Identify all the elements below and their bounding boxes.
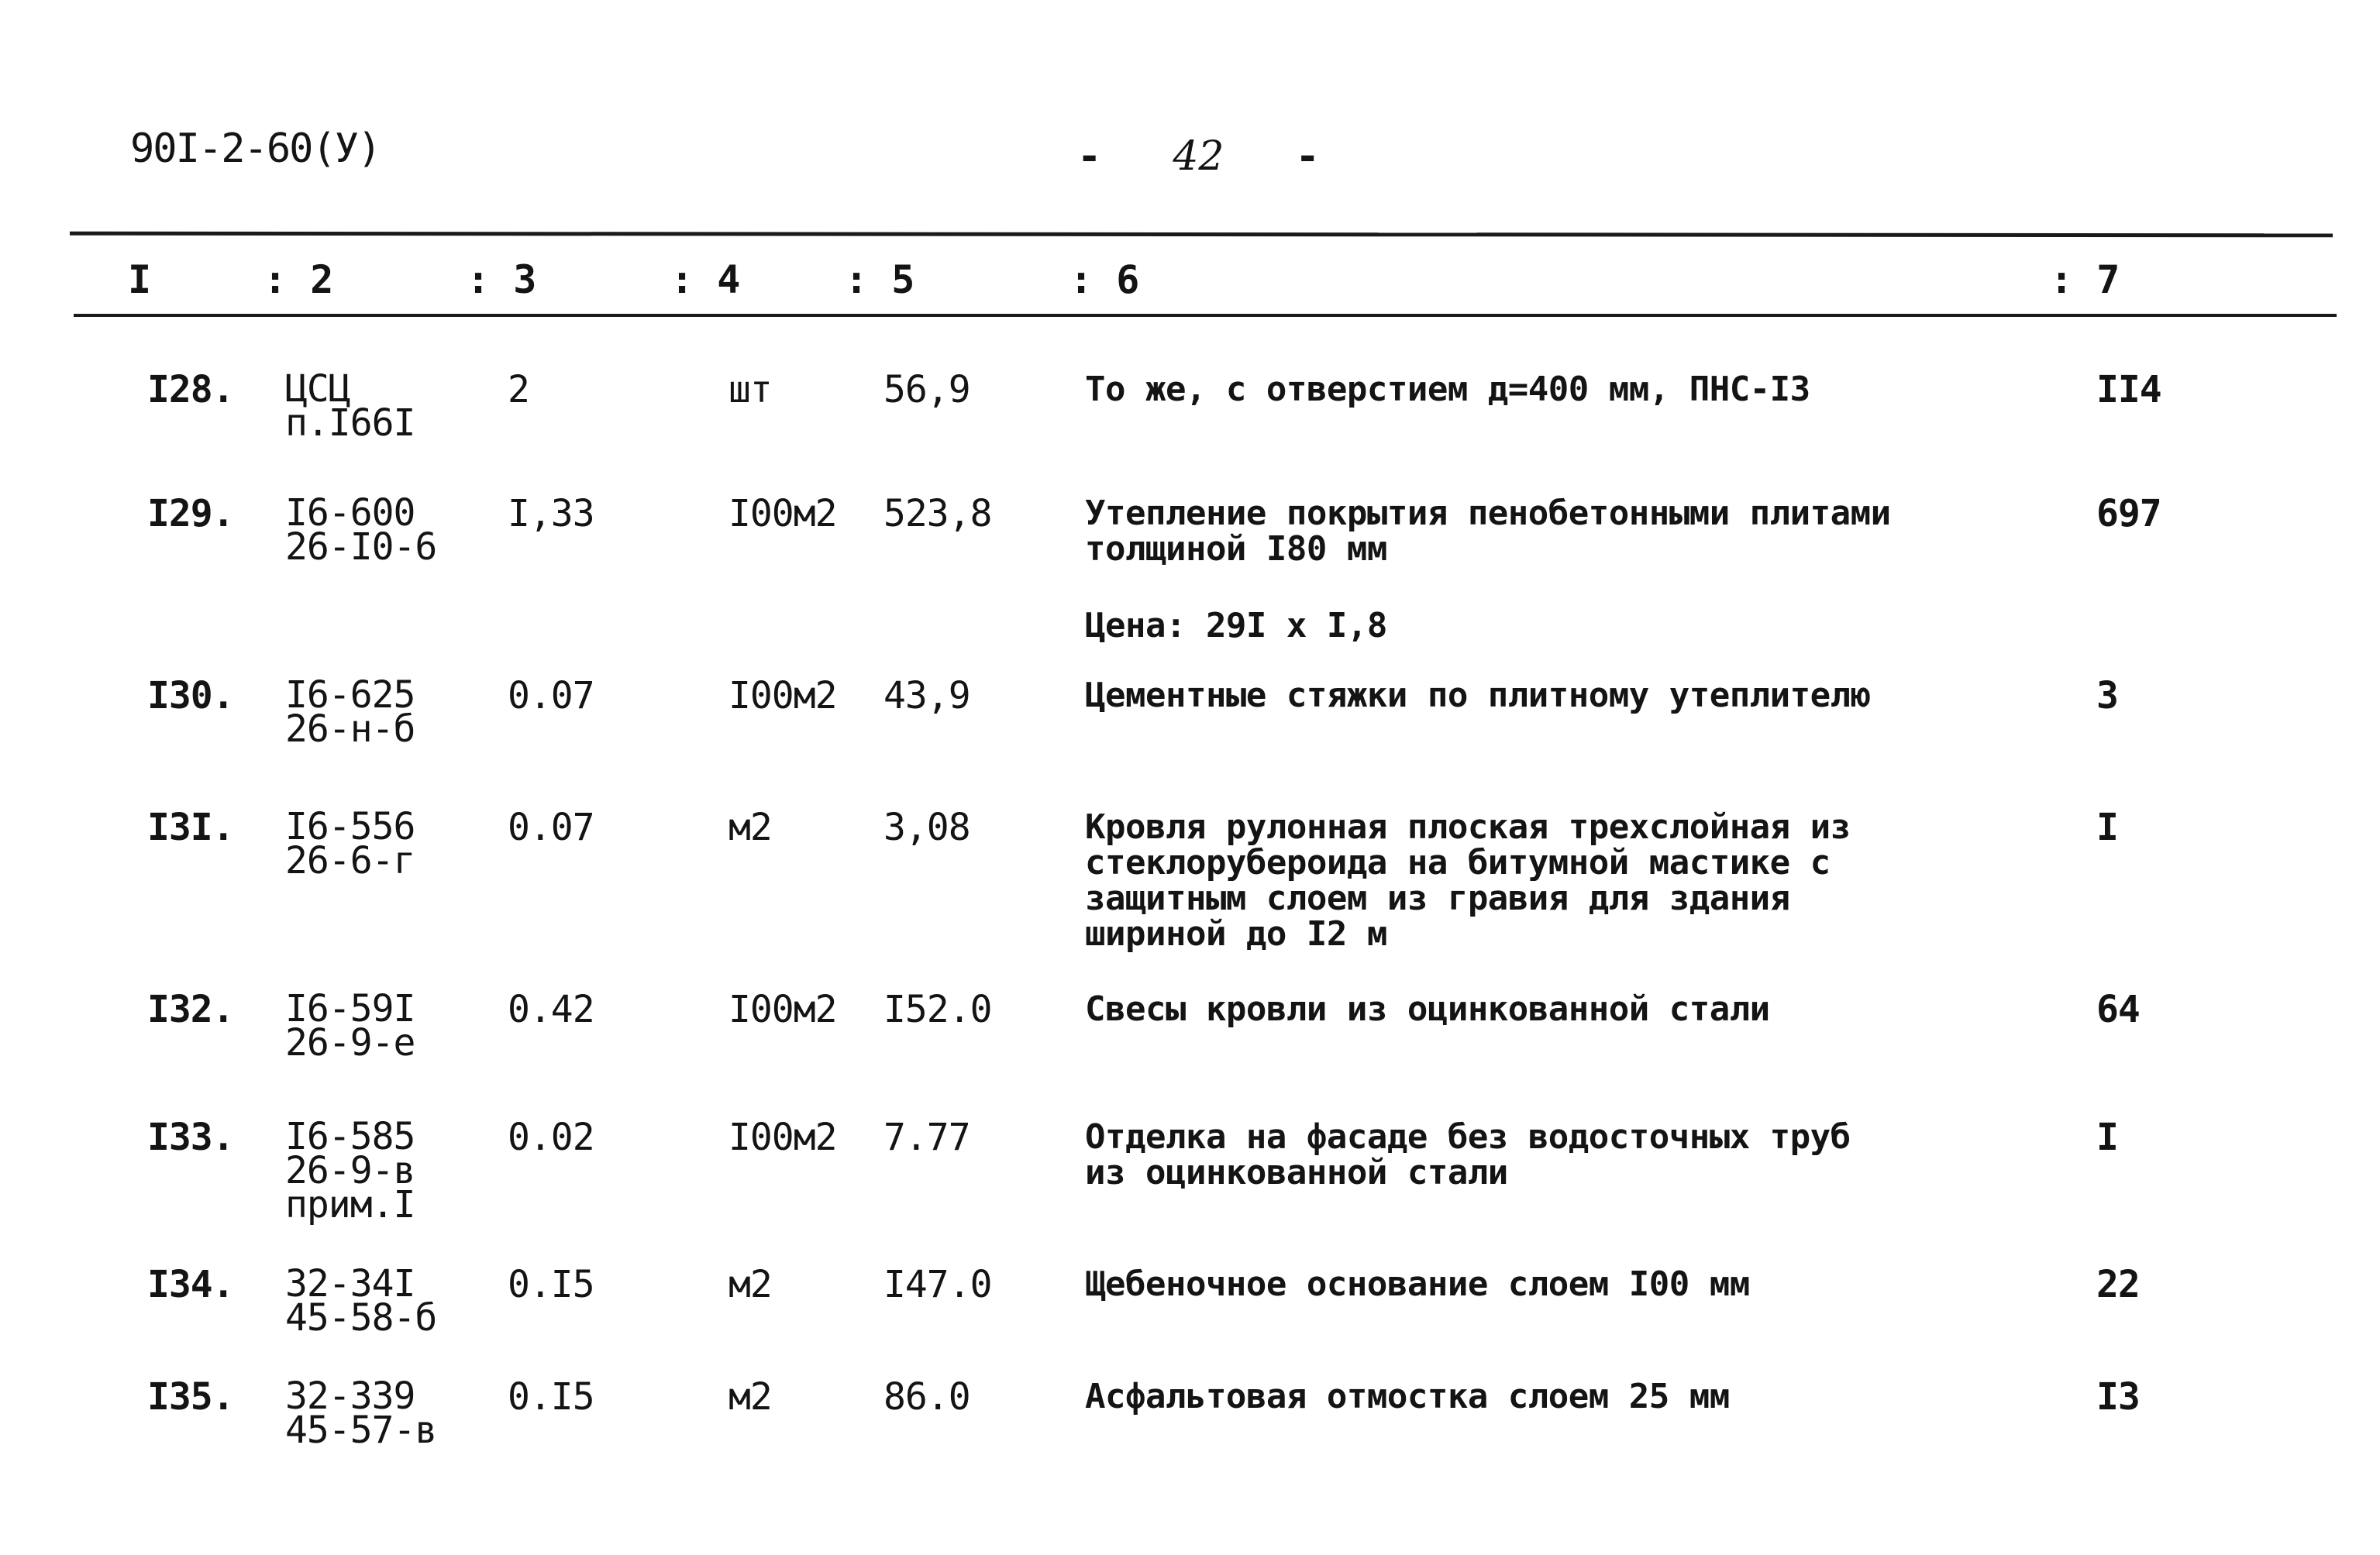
price-cell: 86.0 (883, 1375, 970, 1419)
column-header-4: : 4 (670, 257, 741, 302)
quantity-cell: 0.42 (508, 988, 594, 1031)
page-number: 42 (1173, 133, 1224, 180)
code-line: п.I66I (285, 401, 415, 445)
row-number: I30. (147, 674, 234, 717)
description-cell (1085, 1117, 1851, 1192)
row-number: I29. (147, 492, 234, 535)
row-number: I33. (147, 1116, 234, 1159)
description-cell (1085, 807, 1851, 954)
code-cell (285, 1262, 437, 1340)
column-header-5: : 5 (845, 257, 915, 302)
quantity-cell: I,33 (508, 492, 594, 535)
quantity-cell: 0.07 (508, 674, 594, 717)
code-cell (285, 673, 415, 751)
code-line: I6-600 (285, 491, 415, 535)
description-cell (1085, 678, 1871, 714)
description-line: стеклорубероида на битумной мастике с (1085, 843, 1831, 882)
code-line: 32-339 (285, 1374, 415, 1418)
code-line: 45-58-б (285, 1296, 437, 1340)
code-line: 26-н-б (285, 707, 415, 751)
code-line: I6-556 (285, 805, 415, 848)
code-line: 26-9-в (285, 1149, 415, 1192)
description-cell (1085, 496, 1891, 567)
code-line: 45-57-в (285, 1409, 437, 1452)
total-cell: I (2096, 1116, 2118, 1159)
description-cell (1085, 989, 1770, 1029)
quantity-cell: 0.I5 (508, 1263, 594, 1306)
page-number-block (1077, 133, 1320, 180)
code-cell (285, 1374, 437, 1452)
page-dash-right: - (1295, 133, 1320, 180)
unit-cell: I00м2 (728, 988, 837, 1031)
description-line: Кровля рулонная плоская трехслойная из (1085, 807, 1851, 847)
row-number: I32. (147, 988, 234, 1031)
price-cell: 43,9 (883, 674, 970, 717)
code-line: ЦСЦ (285, 367, 350, 411)
row-number: I35. (147, 1375, 234, 1419)
total-cell: 3 (2096, 674, 2118, 717)
description-line: Утепление покрытия пенобетонными плитами (1085, 494, 1891, 533)
column-header-6: : 6 (1069, 257, 1140, 302)
description-cell (1085, 1379, 1730, 1415)
total-cell: 64 (2096, 988, 2140, 1031)
code-cell (285, 805, 415, 882)
quantity-cell: 0.07 (508, 806, 594, 849)
column-header-3: : 3 (467, 257, 537, 302)
description-line: из оцинкованной стали (1085, 1153, 1508, 1192)
code-line: 26-9-е (285, 1021, 415, 1065)
code-line: прим.I (285, 1183, 415, 1226)
total-cell: 22 (2096, 1263, 2140, 1306)
unit-cell: шт (728, 368, 772, 411)
description-line: Цена: 29I x I,8 (1085, 606, 1387, 645)
price-cell: 7.77 (883, 1116, 970, 1159)
code-cell (285, 987, 415, 1065)
description-cell (1085, 1264, 1750, 1304)
description-line: Отделка на фасаде без водосточных труб (1085, 1117, 1851, 1157)
price-cell: 3,08 (883, 806, 970, 849)
quantity-cell: 2 (508, 368, 529, 411)
row-number: I3I. (147, 806, 234, 849)
total-cell: I (2096, 806, 2118, 849)
document-code: 90I-2-60(У) (130, 126, 381, 172)
description-cell (1085, 372, 1810, 408)
code-line: I6-585 (285, 1115, 415, 1158)
code-line: I6-625 (285, 673, 415, 717)
price-cell: 523,8 (883, 492, 992, 535)
unit-cell: м2 (728, 1263, 772, 1306)
column-header-1: I (128, 257, 152, 302)
description-line: шириной до I2 м (1085, 914, 1387, 954)
row-number: I28. (147, 368, 234, 411)
code-line: 26-6-г (285, 839, 415, 882)
price-cell: I47.0 (883, 1263, 992, 1306)
description-line: Щебеночное основание слоем I00 мм (1085, 1264, 1750, 1304)
total-cell: I3 (2096, 1375, 2140, 1419)
quantity-cell: 0.I5 (508, 1375, 594, 1419)
code-line: 26-I0-6 (285, 525, 437, 569)
total-cell: 697 (2096, 492, 2161, 535)
unit-cell: м2 (728, 806, 772, 849)
description-line: толщиной I80 мм (1085, 529, 1387, 569)
page-dash-left: - (1077, 133, 1102, 180)
price-cell: 56,9 (883, 368, 970, 411)
header-bottom-rule (74, 314, 2337, 317)
description-line: Цементные стяжки по плитному утеплителю (1085, 676, 1871, 715)
code-cell (285, 1115, 415, 1226)
unit-cell: I00м2 (728, 1116, 837, 1159)
description-line: защитным слоем из гравия для здания (1085, 879, 1790, 918)
table-top-rule (70, 232, 2333, 238)
column-header-2: : 2 (263, 257, 334, 302)
unit-cell: I00м2 (728, 674, 837, 717)
code-cell (285, 367, 415, 445)
code-line: I6-59I (285, 987, 415, 1030)
price-cell: I52.0 (883, 988, 992, 1031)
quantity-cell: 0.02 (508, 1116, 594, 1159)
description-line: Асфальтовая отмостка слоем 25 мм (1085, 1377, 1730, 1416)
code-cell (285, 491, 437, 569)
description-line: То же, с отверстием д=400 мм, ПНС-I3 (1085, 370, 1810, 409)
total-cell: II4 (2096, 368, 2161, 411)
unit-cell: I00м2 (728, 492, 837, 535)
row-number: I34. (147, 1263, 234, 1306)
code-line: 32-34I (285, 1262, 415, 1306)
description-line: Свесы кровли из оцинкованной стали (1085, 989, 1770, 1029)
description-cell (1085, 608, 1387, 644)
column-header-7: : 7 (2050, 257, 2120, 302)
unit-cell: м2 (728, 1375, 772, 1419)
